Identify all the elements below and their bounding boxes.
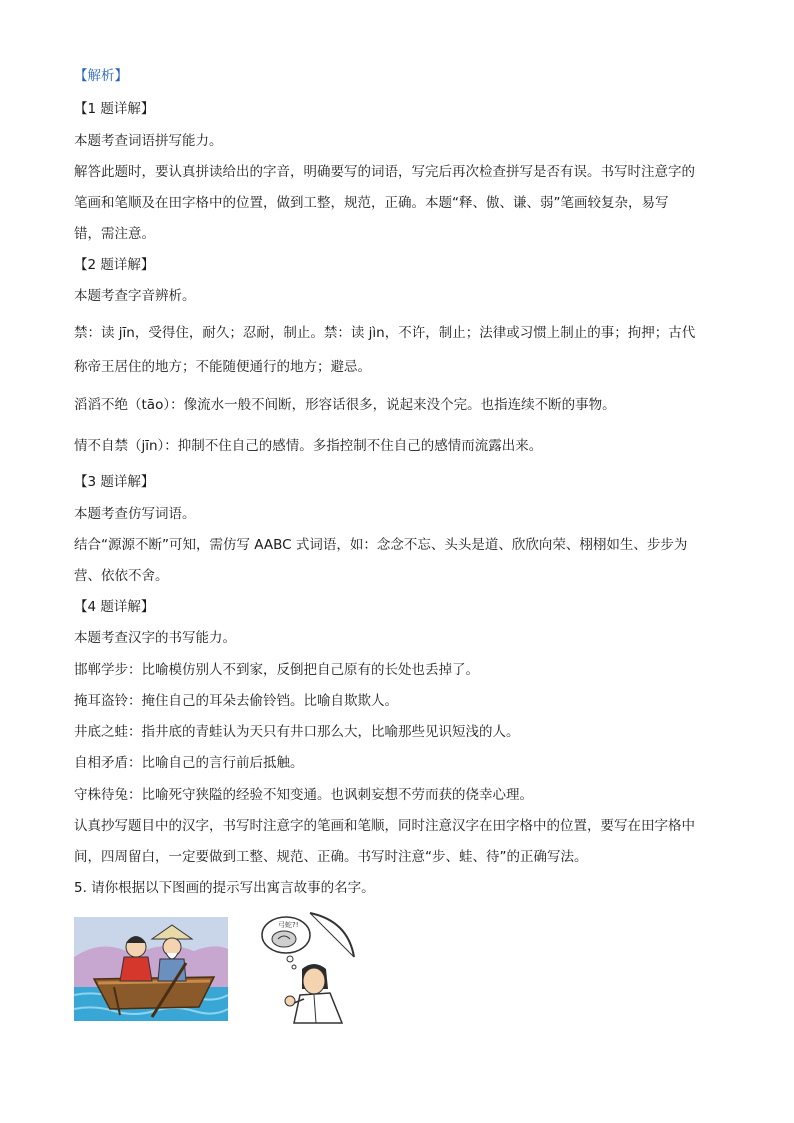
q2-text-4: 滔滔不绝（tāo）：像流水一般不间断，形容话很多，说起来没个完。也指连续不断的事物。: [74, 397, 616, 413]
q2-heading: 【2 题详解】: [74, 257, 155, 273]
q4-text-4: 井底之蛙：指井底的青蛙认为天只有井口那么大，比喻那些见识短浅的人。: [74, 724, 520, 740]
q4-text-2: 邯郸学步：比喻模仿别人不到家，反倒把自己原有的长处也丢掉了。: [74, 662, 479, 678]
q4-text-7: 认真抄写题目中的汉字，书写时注意字的笔画和笔顺，同时注意汉字在田字格中的位置，要写在田字格中: [74, 818, 695, 834]
q2-text-2: 禁：读 jīn，受得住，耐久；忍耐，制止。禁：读 jìn，不许，制止；法律或习惯上制止的事；拘押；古代: [74, 325, 696, 341]
boat-illustration: [74, 917, 228, 1021]
q3-text-1: 本题考查仿写词语。: [74, 506, 196, 522]
q1-text-2: 解答此题时，要认真拼读给出的字音，明确要写的词语，写完后再次检查拼写是否有误。书写时注意字的: [74, 164, 695, 180]
q4-text-6: 守株待兔：比喻死守狭隘的经验不知变通。也讽刺妄想不劳而获的侥幸心理。: [74, 787, 533, 803]
bow-illustration: [258, 907, 358, 1025]
q1-text-4: 错，需注意。: [74, 226, 155, 242]
q3-text-3: 营、依依不舍。: [74, 568, 169, 584]
q4-text-3: 掩耳盗铃：掩住自己的耳朵去偷铃铛。比喻自欺欺人。: [74, 693, 398, 709]
q3-text-2: 结合“源源不断”可知，需仿写 AABC 式词语，如：念念不忘、头头是道、欣欣向荣、栩栩如生、步步为: [74, 537, 688, 553]
q2-text-5: 情不自禁（jīn）：抑制不住自己的感情。多指控制不住自己的感情而流露出来。: [74, 438, 543, 454]
q1-text-3: 笔画和笔顺及在田字格中的位置，做到工整，规范，正确。本题“释、傲、谦、弱”笔画较复杂，易写: [74, 195, 669, 211]
q5-prompt: 5. 请你根据以下图画的提示写出寓言故事的名字。: [74, 880, 375, 896]
analysis-label: 【解析】: [74, 68, 128, 84]
q4-text-5: 自相矛盾：比喻自己的言行前后抵触。: [74, 755, 304, 771]
q1-heading: 【1 题详解】: [74, 101, 155, 117]
q2-text-1: 本题考查字音辨析。: [74, 288, 196, 304]
q4-text-1: 本题考查汉字的书写能力。: [74, 630, 236, 646]
q4-text-8: 间，四周留白，一定要做到工整、规范、正确。书写时注意“步、蛙、待”的正确写法。: [74, 849, 588, 865]
thought-bubble-text: 弓蛇?!: [278, 921, 299, 929]
q1-text-1: 本题考查词语拼写能力。: [74, 133, 223, 149]
q4-heading: 【4 题详解】: [74, 599, 155, 615]
q2-text-3: 称帝王居住的地方；不能随便通行的地方；避忌。: [74, 359, 371, 375]
q3-heading: 【3 题详解】: [74, 474, 155, 490]
